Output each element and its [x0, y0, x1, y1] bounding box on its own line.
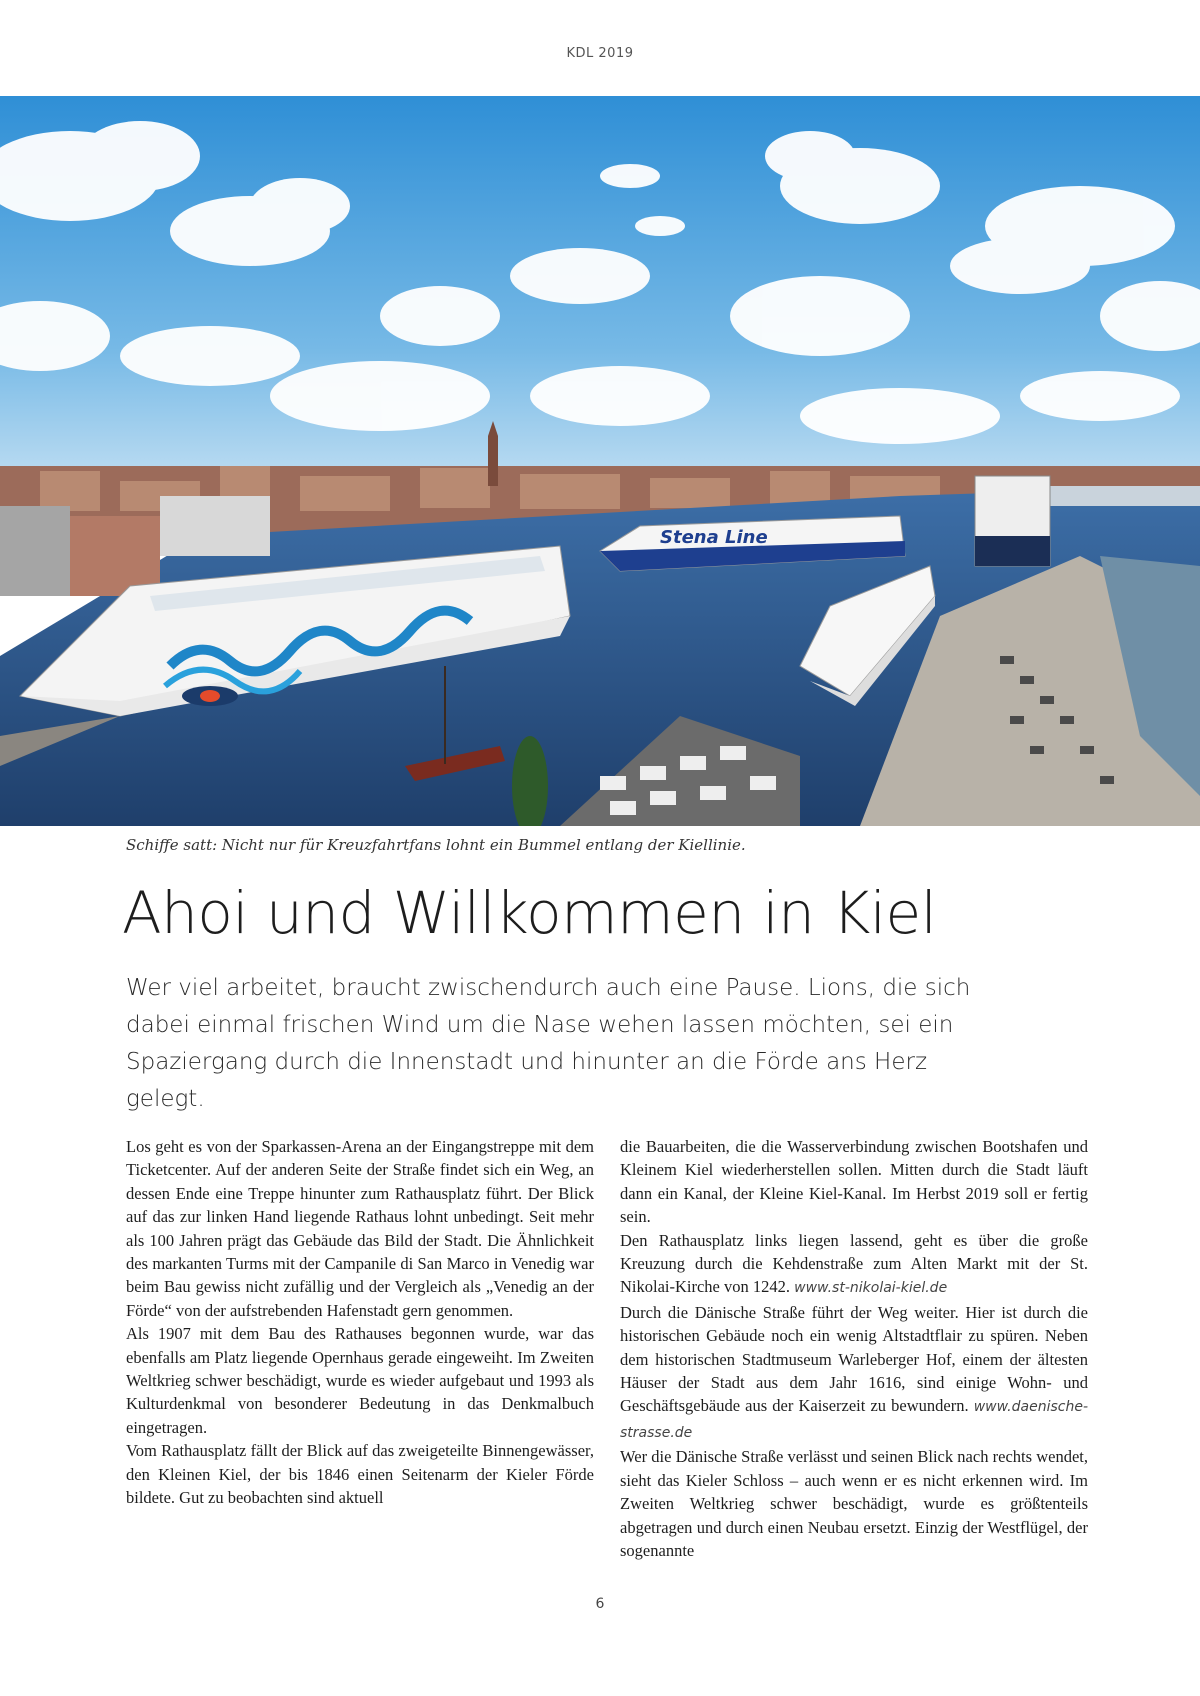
paragraph: [620, 1301, 1088, 1445]
paragraph: Als 1907 mit dem Bau des Rathauses begonnen wurde, war das ebenfalls am Platz liegende Opernhaus gerade eingeweiht. Im Zweiten Weltkrieg schwer beschädigt, wurde es wieder aufgebaut und 1993 als Kulturdenkmal von besonderer Bedeutung in das Denkmalbuch eingetragen.: [126, 1324, 594, 1437]
article-headline: Ahoi und Willkommen in Kiel: [122, 879, 937, 947]
running-header: KDL 2019: [566, 46, 634, 61]
article-column-left: [126, 1135, 594, 1510]
page-number: 6: [595, 1596, 605, 1612]
article-column-right: [620, 1135, 1088, 1562]
paragraph: [620, 1229, 1088, 1301]
photo-caption: Schiffe satt: Nicht nur für Kreuzfahrtfans lohnt ein Bummel entlang der Kiellinie.: [126, 836, 746, 854]
paragraph-text: Durch die Dänische Straße führt der Weg weiter. Hier ist durch die historischen Gebäude noch ein wenig Altstadtflair zu spüren. Neben dem historischen Stadtmuseum Warleberger Hof, einem der ältesten Häuser der Stadt aus dem Jahr 1616, sind einige Wohn- und Geschäftsgebäude aus der Kaiserzeit zu bewundern.: [620, 1302, 1088, 1416]
paragraph-text: Den Rathausplatz links liegen lassend, geht es über die große Kreuzung durch die Kehdenstraße zum Alten Markt mit der St. Nikolai-Kirche von 1242.: [620, 1230, 1088, 1297]
stena-line-lettering: Stena Line: [660, 527, 768, 548]
paragraph: Vom Rathausplatz fällt der Blick auf das zweigeteilte Binnengewässer, den Kleinen Kiel, der bis 1846 einen Seitenarm der Kieler Förde bildete. Gut zu beobachten sind aktuell: [126, 1441, 594, 1508]
paragraph: Los geht es von der Sparkassen-Arena an der Eingangstreppe mit dem Ticketcenter. Auf der anderen Seite der Straße findet sich ein Weg, an dessen Ende eine Treppe hinunter zum Rathausplatz führt. Der Blick auf das zur linken Hand liegende Rathaus lohnt unbedingt. Seit mehr als 100 Jahren prägt das Gebäude das Bild der Stadt. Die Ähnlichkeit des markanten Turms mit der Campanile di San Marco in Venedig war beim Bau gewiss nicht zufällig und der Vergleich als „Venedig an der Förde“ von der aufstrebenden Hafenstadt gern genommen.: [126, 1137, 594, 1320]
paragraph: Wer die Dänische Straße verlässt und seinen Blick nach rechts wendet, sieht das Kieler Schloss – auch wenn er es nicht erkennen wird. Im Zweiten Weltkrieg schwer beschädigt, wurde es größtenteils abgetragen und durch einen Neubau ersetzt. Einzig der Westflügel, der sogenannte: [620, 1447, 1088, 1560]
paragraph: die Bauarbeiten, die die Wasserverbindung zwischen Bootshafen und Kleinem Kiel wiederherstellen sollen. Mitten durch die Stadt läuft dann ein Kanal, der Kleine Kiel-Kanal. Im Herbst 2019 soll er fertig sein.: [620, 1137, 1088, 1227]
daenische-strasse-link[interactable]: www.daenische-strasse.de: [620, 1399, 1088, 1441]
article-lead: Wer viel arbeitet, braucht zwischendurch auch eine Pause. Lions, die sich dabei einmal frischen Wind um die Nase wehen lassen möchten, sei ein Spaziergang durch die Innenstadt und hinunter an die Förde ans Herz gelegt.: [126, 975, 971, 1112]
harbor-photo: [0, 96, 1200, 826]
nikolai-kirche-link[interactable]: www.st-nikolai-kiel.de: [794, 1280, 948, 1297]
